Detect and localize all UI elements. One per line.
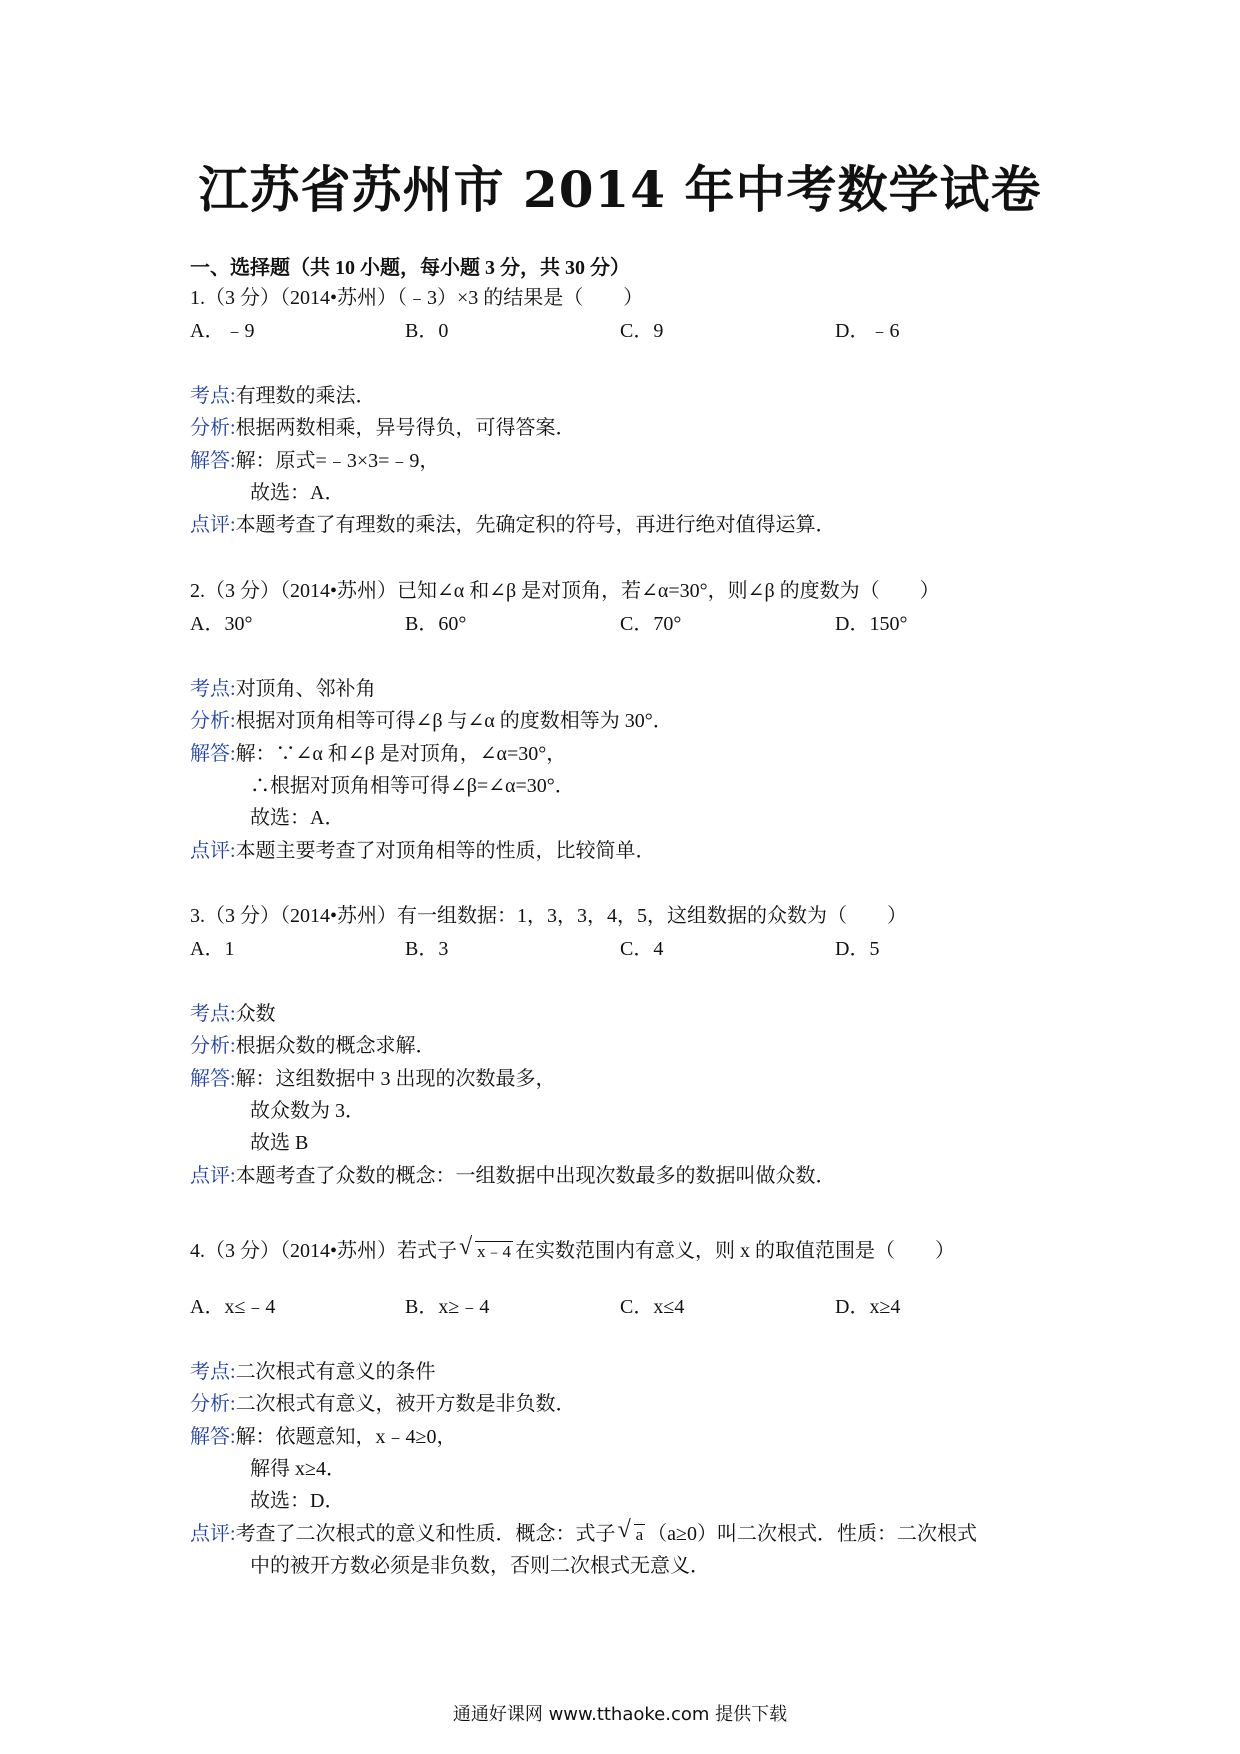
q4-option-d: D．x≥4 [835, 1296, 901, 1318]
radical-sign-icon: √ [617, 1517, 631, 1543]
kaodian-label: 考点: [190, 385, 236, 407]
q4-jieda-line2: 解得 x≥4． [250, 1458, 346, 1480]
q1-dianping: 点评:本题考查了有理数的乘法，先确定积的符号，再进行绝对值得运算． [190, 514, 836, 536]
q1-option-b: B．0 [405, 320, 449, 342]
sqrt-expression: √ a [617, 1517, 644, 1544]
q3-option-c: C．4 [620, 938, 664, 960]
q3-jieda-line3: 故选 B [250, 1132, 309, 1154]
question-3-stem: 3.（3 分）（2014•苏州）有一组数据：1，3，3，4，5，这组数据的众数为（ ） [190, 905, 908, 927]
q4-dianping: 点评:考查了二次根式的意义和性质．概念：式子 √ a （a≥0）叫二次根式．性质：二次根式 [190, 1521, 977, 1548]
jieda-label: 解答: [190, 743, 236, 765]
kaodian-label: 考点: [190, 678, 236, 700]
q3-jieda-line2: 故众数为 3． [250, 1100, 365, 1122]
fenxi-label: 分析: [190, 1035, 236, 1057]
question-4-stem: 4.（3 分）（2014•苏州）若式子 √ x﹣4 在实数范围内有意义，则 x 的取值范围是（ ） [190, 1238, 955, 1265]
fenxi-label: 分析: [190, 417, 236, 439]
q3-option-d: D．5 [835, 938, 880, 960]
jieda-label: 解答: [190, 1426, 236, 1448]
q3-option-a: A．1 [190, 938, 235, 960]
q1-jieda-line2: 故选：A． [250, 482, 345, 504]
q1-jieda: 解答:解：原式=﹣3×3=﹣9， [190, 450, 440, 472]
q1-option-c: C．9 [620, 320, 664, 342]
q4-option-c: C．x≤4 [620, 1296, 685, 1318]
q3-fenxi: 分析:根据众数的概念求解． [190, 1035, 436, 1057]
dianping-label: 点评: [190, 1523, 236, 1545]
dianping-label: 点评: [190, 514, 236, 536]
q2-jieda-line2: ∴根据对顶角相等可得∠β=∠α=30°． [250, 775, 575, 797]
q2-option-a: A．30° [190, 613, 253, 635]
q2-fenxi: 分析:根据对顶角相等可得∠β 与∠α 的度数相等为 30°． [190, 710, 673, 732]
q2-option-d: D．150° [835, 613, 908, 635]
q2-jieda: 解答:解：∵∠α 和∠β 是对顶角，∠α=30°， [190, 743, 567, 765]
q3-kaodian: 考点:众数 [190, 1003, 276, 1025]
q2-option-c: C．70° [620, 613, 682, 635]
q4-jieda: 解答:解：依题意知，x﹣4≥0， [190, 1426, 457, 1448]
q4-fenxi: 分析:二次根式有意义，被开方数是非负数． [190, 1393, 576, 1415]
fenxi-label: 分析: [190, 710, 236, 732]
dianping-label: 点评: [190, 1165, 236, 1187]
footer-source: 通通好课网 www.tthaoke.com 提供下载 [452, 1704, 788, 1725]
q1-option-a: A．﹣9 [190, 320, 255, 342]
question-1-stem: 1.（3 分）（2014•苏州）（﹣3）×3 的结果是（ ） [190, 287, 644, 309]
kaodian-label: 考点: [190, 1361, 236, 1383]
jieda-label: 解答: [190, 1068, 236, 1090]
q2-kaodian: 考点:对顶角、邻补角 [190, 678, 376, 700]
fenxi-label: 分析: [190, 1393, 236, 1415]
q1-fenxi: 分析:根据两数相乘，异号得负，可得答案． [190, 417, 576, 439]
page-title: 江苏省苏州市 2014 年中考数学试卷 [198, 160, 1042, 219]
q3-dianping: 点评:本题考查了众数的概念：一组数据中出现次数最多的数据叫做众数． [190, 1165, 836, 1187]
q1-kaodian: 考点:有理数的乘法． [190, 385, 376, 407]
section-heading: 一、选择题（共 10 小题，每小题 3 分，共 30 分） [190, 257, 630, 279]
q2-option-b: B．60° [405, 613, 467, 635]
q1-option-d: D．﹣6 [835, 320, 900, 342]
q4-kaodian: 考点:二次根式有意义的条件 [190, 1361, 436, 1383]
kaodian-label: 考点: [190, 1003, 236, 1025]
jieda-label: 解答: [190, 450, 236, 472]
q3-jieda: 解答:解：这组数据中 3 出现的次数最多， [190, 1068, 556, 1090]
q4-dianping-line2: 中的被开方数必须是非负数，否则二次根式无意义． [250, 1555, 710, 1577]
q3-option-b: B．3 [405, 938, 449, 960]
q2-jieda-line3: 故选：A． [250, 807, 345, 829]
q2-dianping: 点评:本题主要考查了对顶角相等的性质，比较简单． [190, 840, 656, 862]
dianping-label: 点评: [190, 840, 236, 862]
sqrt-expression: √ x﹣4 [459, 1234, 512, 1261]
question-2-stem: 2.（3 分）（2014•苏州）已知∠α 和∠β 是对顶角，若∠α=30°，则∠β 的度数为（ ） [190, 580, 940, 602]
radical-sign-icon: √ [459, 1234, 473, 1260]
q4-option-a: A．x≤﹣4 [190, 1296, 276, 1318]
q4-jieda-line3: 故选：D． [250, 1490, 345, 1512]
q4-option-b: B．x≥﹣4 [405, 1296, 490, 1318]
